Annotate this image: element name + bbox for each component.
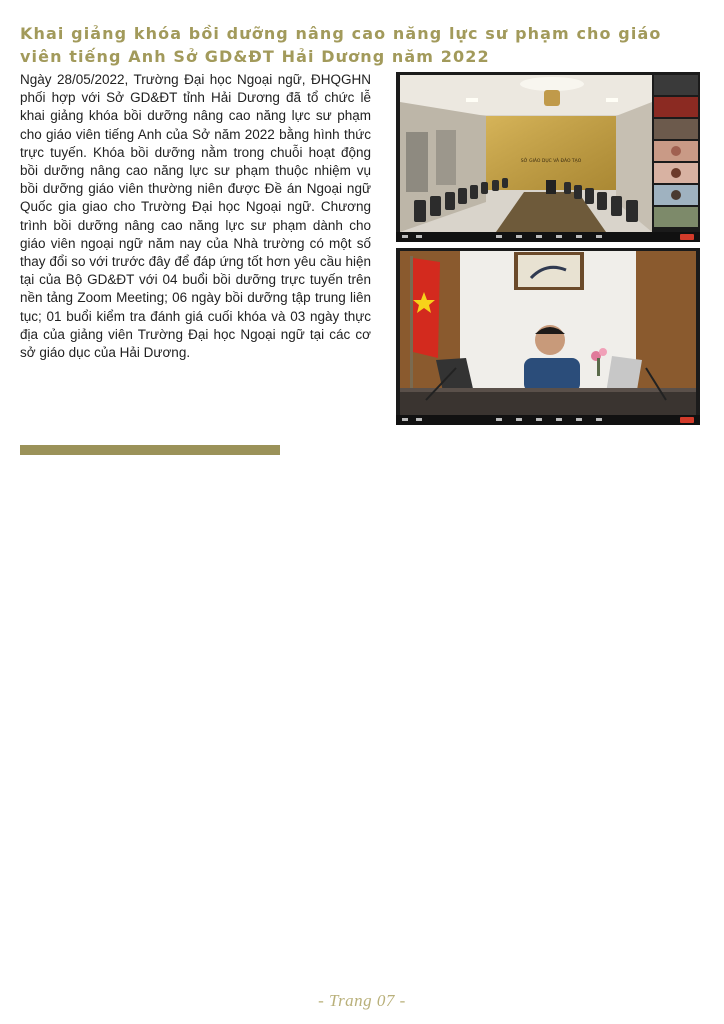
speaker-photo	[396, 248, 700, 425]
section-divider	[20, 445, 280, 455]
page-number: - Trang 07 -	[318, 991, 406, 1010]
conference-sign-text: SỞ GIÁO DỤC VÀ ĐÀO TẠO	[520, 159, 582, 164]
conference-room-photo	[396, 72, 700, 242]
article-title: Khai giảng khóa bồi dưỡng nâng cao năng lực sư phạm cho giáo viên tiếng Anh Sở GD&ĐT Hải Dương năm 2022	[20, 24, 662, 66]
article-body: Ngày 28/05/2022, Trường Đại học Ngoại ngữ, ĐHQGHN phối hợp với Sở GD&ĐT tỉnh Hải Dương đã tổ chức lễ khai giảng khóa bồi dưỡng nâng cao năng lực sư phạm cho giáo viên tiếng Anh của Sở năm 2022 bằng hình thức trực tuyến. Khóa bồi dưỡng nằm trong chuỗi hoạt động bồi dưỡng nâng cao năng lực sư phạm thuộc nhiệm vụ bồi dưỡng giáo viên thường niên được Đề án Ngoại ngữ Quốc gia giao cho Trường Đại học Ngoại ngữ. Chương trình bồi dưỡng nâng cao năng lực sư phạm dành cho giáo viên ngoại ngữ năm nay của Nhà trường có một số thay đổi so với trước đây để đáp ứng tốt hơn yêu cầu hiện tại của Bộ GD&ĐT với 04 buổi bồi dưỡng trực tuyến trên nền tảng Zoom Meeting; 06 ngày bồi dưỡng tập trung liên tục; 01 buổi kiểm tra đánh giá cuối khóa và 03 ngày thực địa của giảng viên Trường Đại học Ngoại ngữ tại các cơ sở giáo dục của Hải Dương.	[20, 72, 371, 361]
